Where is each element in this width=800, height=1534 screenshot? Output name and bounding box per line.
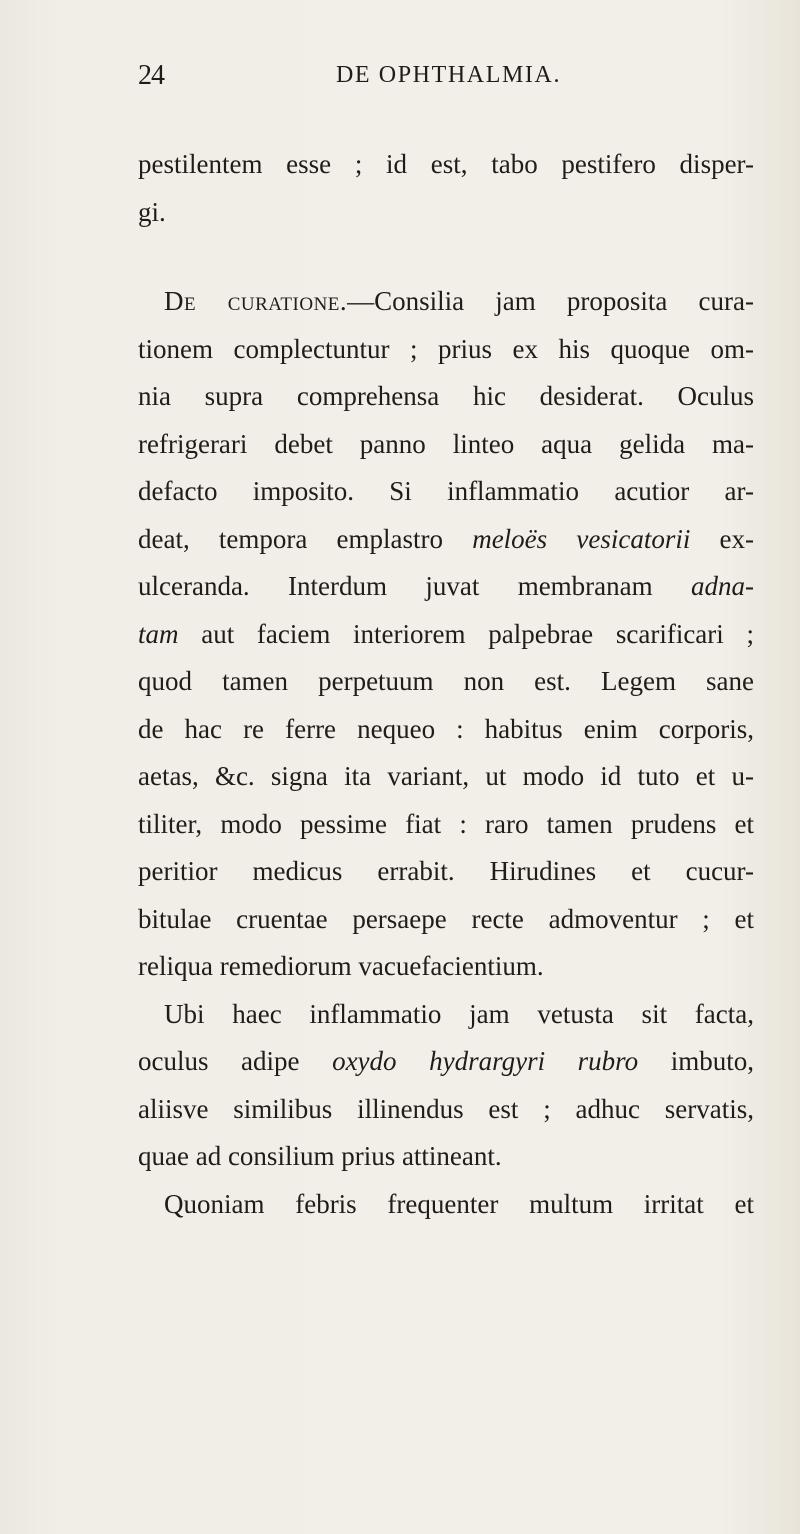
text-line: Quoniam febris frequenter multum irritat et — [164, 1188, 754, 1219]
text-line — [138, 611, 754, 659]
text-line: refrigerari debet panno linteo aqua gelida ma- — [138, 428, 754, 459]
italic-term: meloës vesicatorii — [472, 523, 691, 554]
text-line: gi. — [138, 196, 166, 227]
text-line: reliqua remediorum vacuefacientium. — [138, 951, 544, 981]
text-line: quae ad consilium prius attineant. — [138, 1141, 502, 1171]
paragraph-gap — [138, 236, 754, 278]
text-line — [138, 1038, 754, 1086]
text-line: de hac re ferre nequeo : habitus enim corporis, — [138, 713, 754, 744]
text-line: Ubi haec inflammatio jam vetusta sit facta, — [164, 998, 754, 1029]
text-line: aetas, &c. signa ita variant, ut modo id tuto et u- — [138, 761, 754, 791]
running-head — [138, 60, 758, 100]
text-line — [138, 516, 754, 564]
text-line: aliisve similibus illinendus est ; adhuc servatis, — [138, 1093, 754, 1124]
italic-term: tam — [138, 618, 179, 649]
text-line: quod tamen perpetuum non est. Legem sane — [138, 666, 754, 696]
text-line: tionem complectuntur ; prius ex his quoque om- — [138, 333, 754, 364]
text-line: bitulae cruentae persaepe recte admoventur ; et — [138, 903, 754, 934]
italic-term: adna- — [691, 571, 754, 601]
text-span: ulceranda. Interdum juvat membranam — [138, 571, 691, 601]
text-line — [138, 563, 754, 611]
italic-term: oxydo hydrargyri rubro — [332, 1046, 639, 1076]
text-line — [138, 278, 754, 326]
text-span: —Consilia jam proposita cura- — [347, 286, 754, 316]
text-span: oculus adipe — [138, 1046, 333, 1076]
body-text — [138, 141, 754, 1228]
page-number: 24 — [138, 60, 164, 91]
section-heading: De curatione. — [164, 286, 348, 316]
text-line: nia supra comprehensa hic desiderat. Oculus — [138, 381, 754, 411]
text-span: deat, tempora emplastro — [138, 523, 473, 554]
text-line: peritior medicus errabit. Hirudines et cucur- — [138, 856, 754, 886]
text-line: tiliter, modo pessime fiat : raro tamen prudens et — [138, 808, 754, 839]
text-line: pestilentem esse ; id est, tabo pestifero disper- — [138, 149, 754, 179]
text-span: ex- — [690, 523, 755, 554]
text-line: defacto imposito. Si inflammatio acutior ar- — [138, 476, 754, 506]
running-title: DE OPHTHALMIA. — [336, 62, 562, 88]
text-span: imbuto, — [638, 1046, 754, 1076]
text-span: aut faciem interiorem palpebrae scarificari ; — [178, 618, 754, 649]
